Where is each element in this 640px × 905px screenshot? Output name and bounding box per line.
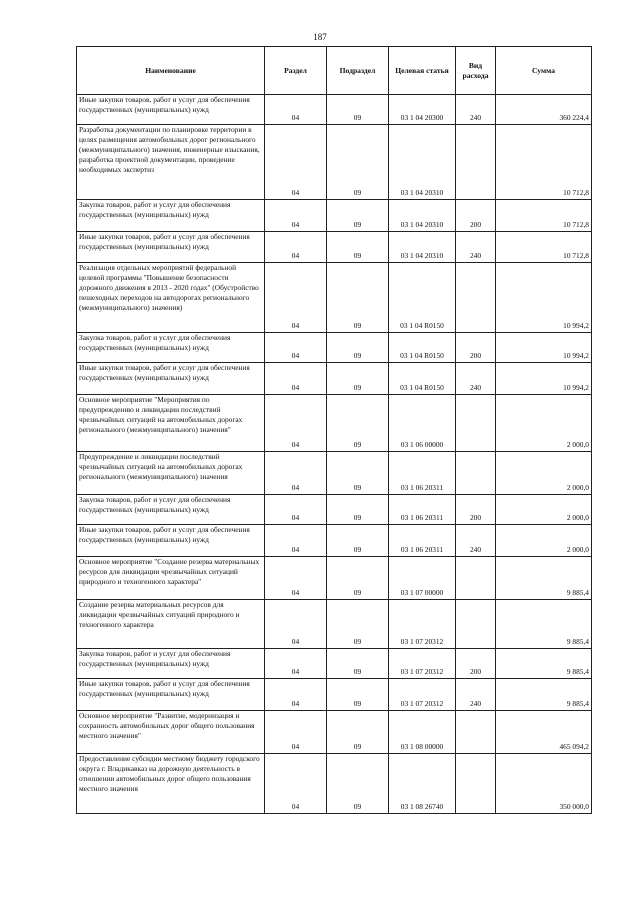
cell-name: Закупка товаров, работ и услуг для обеспечения государственных (муниципальных) нужд <box>77 333 265 363</box>
cell-sum: 10 712,8 <box>496 125 592 200</box>
table-row <box>77 754 592 814</box>
cell-target: 03 1 04 20310 <box>389 200 456 232</box>
cell-section: 04 <box>265 395 327 452</box>
cell-name: Основное мероприятие "Создание резерва материальных ресурсов для ликвидации чрезвычайных ситуаций природного и техногенного характера" <box>77 557 265 600</box>
table-row <box>77 557 592 600</box>
cell-sum: 360 224,4 <box>496 95 592 125</box>
cell-target: 03 1 07 20312 <box>389 600 456 649</box>
cell-sum: 2 000,0 <box>496 452 592 495</box>
table-row <box>77 333 592 363</box>
cell-section: 04 <box>265 333 327 363</box>
cell-expense-type: 240 <box>456 95 496 125</box>
cell-target: 03 1 06 20311 <box>389 495 456 525</box>
table-row <box>77 600 592 649</box>
cell-subsection: 09 <box>327 452 389 495</box>
table-body <box>77 95 592 814</box>
header-section: Раздел <box>265 47 327 95</box>
table-row <box>77 232 592 263</box>
cell-target: 03 1 04 20300 <box>389 95 456 125</box>
cell-sum: 10 994,2 <box>496 263 592 333</box>
cell-target: 03 1 04 R0150 <box>389 333 456 363</box>
cell-name: Иные закупки товаров, работ и услуг для обеспечения государственных (муниципальных) нужд <box>77 525 265 557</box>
cell-subsection: 09 <box>327 649 389 679</box>
cell-name: Иные закупки товаров, работ и услуг для обеспечения государственных (муниципальных) нужд <box>77 95 265 125</box>
table-header-row <box>77 47 592 95</box>
cell-expense-type: 200 <box>456 333 496 363</box>
cell-subsection: 09 <box>327 557 389 600</box>
cell-expense-type: 240 <box>456 525 496 557</box>
table-row <box>77 263 592 333</box>
cell-name: Иные закупки товаров, работ и услуг для обеспечения государственных (муниципальных) нужд <box>77 363 265 395</box>
cell-name: Предупреждение и ликвидации последствий чрезвычайных ситуаций на автомобильных дорогах регионального (межмуниципального) значения <box>77 452 265 495</box>
cell-target: 03 1 08 00000 <box>389 711 456 754</box>
cell-target: 03 1 07 20312 <box>389 679 456 711</box>
table-row <box>77 95 592 125</box>
cell-name: Закупка товаров, работ и услуг для обеспечения государственных (муниципальных) нужд <box>77 200 265 232</box>
table-row <box>77 525 592 557</box>
cell-sum: 9 885,4 <box>496 600 592 649</box>
cell-target: 03 1 04 20310 <box>389 232 456 263</box>
cell-name: Разработка документации по планировке территории в целях размещения автомобильных дорог регионального (межмуниципального) значения, инженерные изыскания, разработка проектной документации, проведение необходимых экспертиз <box>77 125 265 200</box>
cell-target: 03 1 06 20311 <box>389 452 456 495</box>
header-name: Наименование <box>77 47 265 95</box>
cell-expense-type: 200 <box>456 200 496 232</box>
cell-name: Основное мероприятие "Развитие, модернизация и сохранность автомобильных дорог общего пользования местного значения" <box>77 711 265 754</box>
cell-section: 04 <box>265 711 327 754</box>
cell-expense-type <box>456 754 496 814</box>
table-row <box>77 363 592 395</box>
cell-subsection: 09 <box>327 363 389 395</box>
header-expense-type: Вид расхода <box>456 47 496 95</box>
cell-name: Закупка товаров, работ и услуг для обеспечения государственных (муниципальных) нужд <box>77 495 265 525</box>
cell-subsection: 09 <box>327 232 389 263</box>
cell-sum: 9 885,4 <box>496 649 592 679</box>
cell-target: 03 1 08 26740 <box>389 754 456 814</box>
table-row <box>77 395 592 452</box>
cell-target: 03 1 06 00000 <box>389 395 456 452</box>
table-row <box>77 495 592 525</box>
cell-target: 03 1 07 20312 <box>389 649 456 679</box>
cell-section: 04 <box>265 95 327 125</box>
cell-subsection: 09 <box>327 200 389 232</box>
cell-expense-type <box>456 600 496 649</box>
cell-subsection: 09 <box>327 679 389 711</box>
cell-sum: 9 885,4 <box>496 557 592 600</box>
cell-subsection: 09 <box>327 525 389 557</box>
cell-section: 04 <box>265 263 327 333</box>
cell-target: 03 1 04 R0150 <box>389 263 456 333</box>
cell-target: 03 1 07 00000 <box>389 557 456 600</box>
cell-section: 04 <box>265 495 327 525</box>
cell-name: Основное мероприятие "Мероприятия по предупреждению и ликвидации последствий чрезвычайных ситуаций на автомобильных дорогах регионального (межмуниципального) значения" <box>77 395 265 452</box>
cell-expense-type: 200 <box>456 495 496 525</box>
table-row <box>77 200 592 232</box>
cell-subsection: 09 <box>327 333 389 363</box>
cell-subsection: 09 <box>327 125 389 200</box>
cell-subsection: 09 <box>327 263 389 333</box>
cell-section: 04 <box>265 754 327 814</box>
cell-sum: 9 885,4 <box>496 679 592 711</box>
cell-section: 04 <box>265 125 327 200</box>
header-subsection: Подраздел <box>327 47 389 95</box>
cell-name: Закупка товаров, работ и услуг для обеспечения государственных (муниципальных) нужд <box>77 649 265 679</box>
cell-sum: 10 712,8 <box>496 232 592 263</box>
cell-name: Иные закупки товаров, работ и услуг для обеспечения государственных (муниципальных) нужд <box>77 679 265 711</box>
cell-section: 04 <box>265 363 327 395</box>
cell-expense-type: 240 <box>456 363 496 395</box>
cell-expense-type <box>456 711 496 754</box>
table-row <box>77 125 592 200</box>
cell-subsection: 09 <box>327 600 389 649</box>
cell-section: 04 <box>265 452 327 495</box>
cell-expense-type <box>456 452 496 495</box>
cell-sum: 2 000,0 <box>496 495 592 525</box>
cell-sum: 2 000,0 <box>496 525 592 557</box>
header-sum: Сумма <box>496 47 592 95</box>
cell-subsection: 09 <box>327 95 389 125</box>
cell-name: Иные закупки товаров, работ и услуг для обеспечения государственных (муниципальных) нужд <box>77 232 265 263</box>
budget-table <box>76 46 592 814</box>
cell-name: Создание резерва материальных ресурсов для ликвидации чрезвычайных ситуаций природного и техногенного характера <box>77 600 265 649</box>
table-row <box>77 452 592 495</box>
cell-subsection: 09 <box>327 754 389 814</box>
table-row <box>77 649 592 679</box>
page-number: 187 <box>313 32 327 42</box>
cell-target: 03 1 04 20310 <box>389 125 456 200</box>
cell-sum: 350 000,0 <box>496 754 592 814</box>
cell-sum: 10 994,2 <box>496 333 592 363</box>
cell-section: 04 <box>265 232 327 263</box>
cell-expense-type <box>456 557 496 600</box>
cell-sum: 10 994,2 <box>496 363 592 395</box>
cell-section: 04 <box>265 557 327 600</box>
cell-expense-type: 240 <box>456 679 496 711</box>
cell-sum: 465 094,2 <box>496 711 592 754</box>
cell-section: 04 <box>265 679 327 711</box>
table-row <box>77 679 592 711</box>
cell-target: 03 1 04 R0150 <box>389 363 456 395</box>
header-target: Целевая статья <box>389 47 456 95</box>
table-row <box>77 711 592 754</box>
cell-section: 04 <box>265 600 327 649</box>
cell-subsection: 09 <box>327 711 389 754</box>
cell-expense-type <box>456 125 496 200</box>
cell-subsection: 09 <box>327 495 389 525</box>
cell-subsection: 09 <box>327 395 389 452</box>
cell-target: 03 1 06 20311 <box>389 525 456 557</box>
cell-sum: 2 000,0 <box>496 395 592 452</box>
cell-name: Реализация отдельных мероприятий федеральной целевой программы "Повышение безопасности дорожного движения в 2013 - 2020 годах" (Обустройство пешеходных переходов на автодорогах регионального (межмуниципального) значения) <box>77 263 265 333</box>
cell-expense-type: 240 <box>456 232 496 263</box>
cell-expense-type <box>456 395 496 452</box>
cell-section: 04 <box>265 525 327 557</box>
cell-name: Предоставление субсидии местному бюджету городского округа г. Владикавказ на дорожную деятельность в отношении автомобильных дорог общего пользования местного значения <box>77 754 265 814</box>
cell-expense-type <box>456 263 496 333</box>
cell-sum: 10 712,8 <box>496 200 592 232</box>
cell-expense-type: 200 <box>456 649 496 679</box>
cell-section: 04 <box>265 649 327 679</box>
cell-section: 04 <box>265 200 327 232</box>
